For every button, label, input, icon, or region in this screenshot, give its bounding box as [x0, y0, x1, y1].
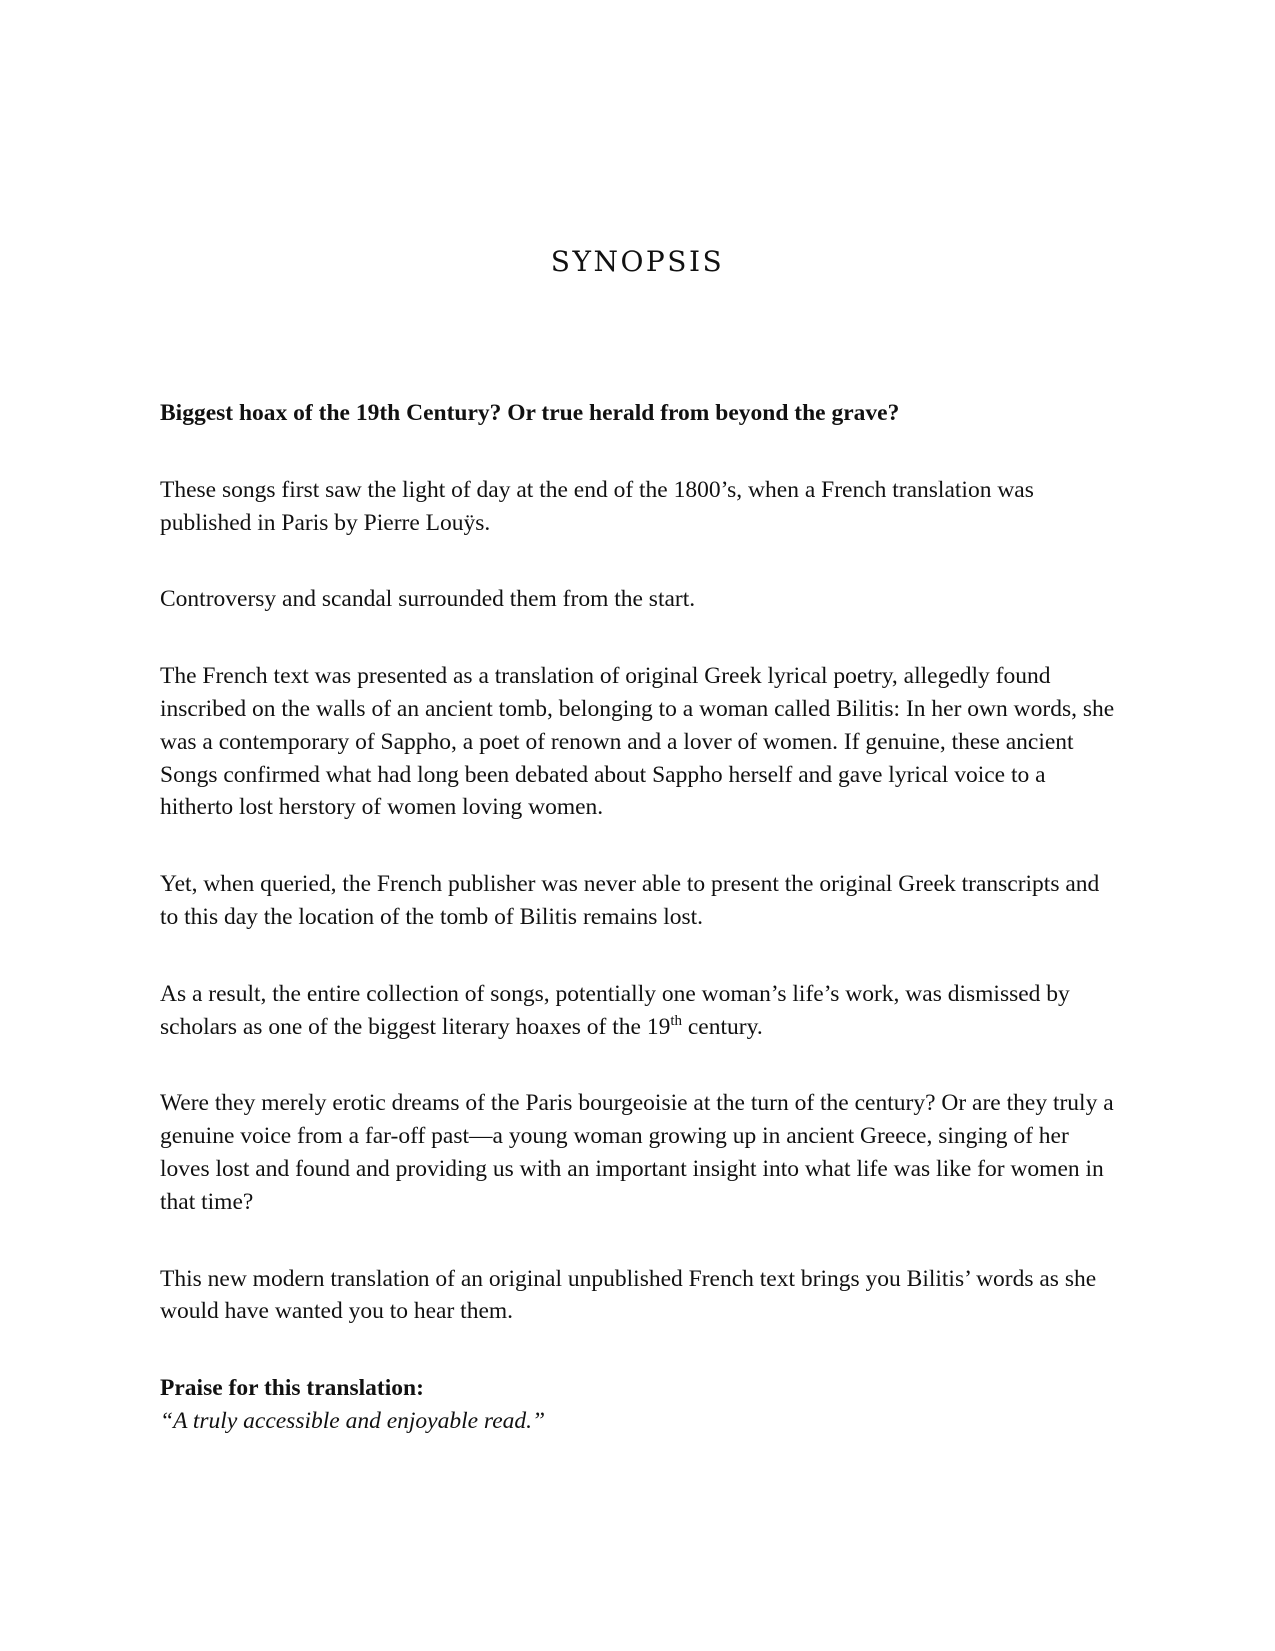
hoax-text-before: As a result, the entire collection of songs, potentially one woman’s life’s work, was dismissed by scholars as one of the biggest literary hoaxes of the 19	[160, 980, 1070, 1040]
paragraph-controversy: Controversy and scandal surrounded them from the start.	[160, 586, 696, 613]
praise-label: Praise for this translation:	[160, 1375, 424, 1402]
paragraph-publisher: Yet, when queried, the French publisher was never able to present the original Greek transcripts and to this day the location of the tomb of Bilitis remains lost.	[160, 871, 1100, 930]
paragraph-hoax	[160, 978, 1120, 1044]
paragraph-erotic-dreams: Were they merely erotic dreams of the Paris bourgeoisie at the turn of the century? Or are they truly a genuine voice from a far-off past—a young woman growing up in ancient Greece, singing of her loves lost and found and providing us with an important insight into what life was like for women in that time?	[160, 1090, 1114, 1215]
praise-quote: “A truly accessible and enjoyable read.”	[160, 1407, 546, 1434]
hoax-text-after: century.	[682, 1013, 763, 1040]
paragraph-first-publication: These songs first saw the light of day at the end of the 1800’s, when a French translation was published in Paris by Pierre Louÿs.	[160, 476, 1034, 536]
synopsis-body	[160, 397, 1120, 1438]
lead-question: Biggest hoax of the 19th Century? Or true herald from beyond the grave?	[160, 400, 900, 426]
paragraph-new-translation: This new modern translation of an original unpublished French text brings you Bilitis’ words as she would have wanted you to hear them.	[160, 1265, 1097, 1325]
ordinal-suffix: th	[670, 1012, 682, 1029]
page-title: SYNOPSIS	[550, 245, 725, 278]
paragraph-french-text: The French text was presented as a translation of original Greek lyrical poetry, allegedly found inscribed on the walls of an ancient tomb, belonging to a woman called Bilitis: In her own words, she was a contemporary of Sappho, a poet of renown and a lover of women. If genuine, these ancient Songs confirmed what had long been debated about Sappho herself and gave lyrical voice to a hitherto lost herstory of women loving women.	[160, 663, 1115, 821]
